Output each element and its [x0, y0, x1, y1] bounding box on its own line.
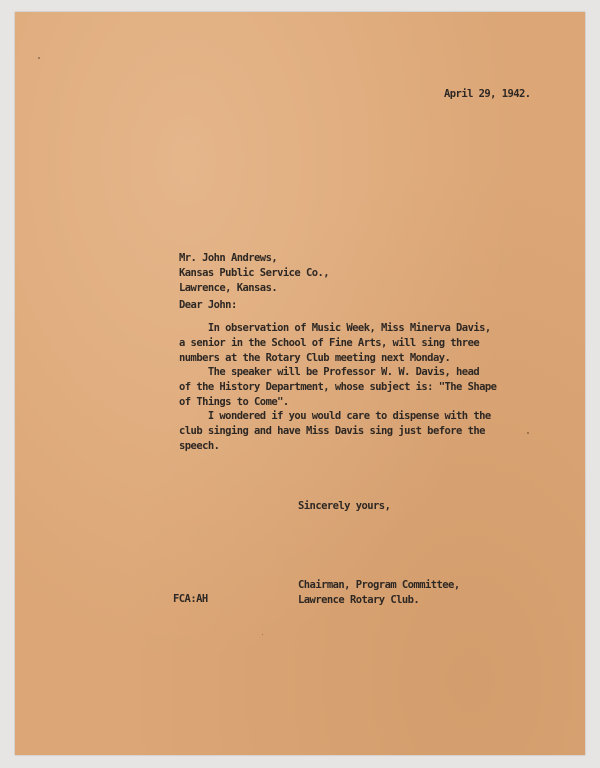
- paragraph-line: of Things to Come".: [179, 396, 289, 408]
- letter-date: April 29, 1942.: [444, 88, 531, 100]
- signature-line: Lawrence Rotary Club.: [298, 594, 420, 606]
- recipient-line: Kansas Public Service Co.,: [179, 267, 330, 279]
- paragraph-line: a senior in the School of Fine Arts, will sing three: [179, 337, 480, 349]
- reference-initials: FCA:AH: [173, 593, 208, 605]
- paper-speck: [262, 634, 263, 635]
- recipient-line: Lawrence, Kansas.: [179, 282, 278, 294]
- body-paragraph-1: [179, 321, 491, 366]
- signature-block: [298, 578, 460, 608]
- paper-speck: [527, 432, 529, 434]
- paragraph-line: numbers at the Rotary Club meeting next Monday.: [179, 352, 451, 364]
- letter-paper: [15, 12, 585, 755]
- body-paragraph-2: [179, 365, 496, 410]
- paragraph-line: speech.: [179, 440, 220, 452]
- recipient-line: Mr. John Andrews,: [179, 252, 278, 264]
- recipient-address: [179, 251, 329, 296]
- paragraph-line: In observation of Music Week, Miss Minerva Davis,: [179, 322, 491, 334]
- paragraph-line: club singing and have Miss Davis sing just before the: [179, 425, 485, 437]
- signature-line: Chairman, Program Committee,: [298, 579, 460, 591]
- body-paragraph-3: [179, 409, 491, 454]
- complimentary-closing: Sincerely yours,: [298, 500, 391, 512]
- salutation: Dear John:: [179, 299, 237, 311]
- paragraph-line: The speaker will be Professor W. W. Davis, head: [179, 366, 480, 378]
- paper-speck: [38, 57, 40, 59]
- paragraph-line: of the History Department, whose subject is: "The Shape: [179, 381, 497, 393]
- paragraph-line: I wondered if you would care to dispense with the: [179, 410, 491, 422]
